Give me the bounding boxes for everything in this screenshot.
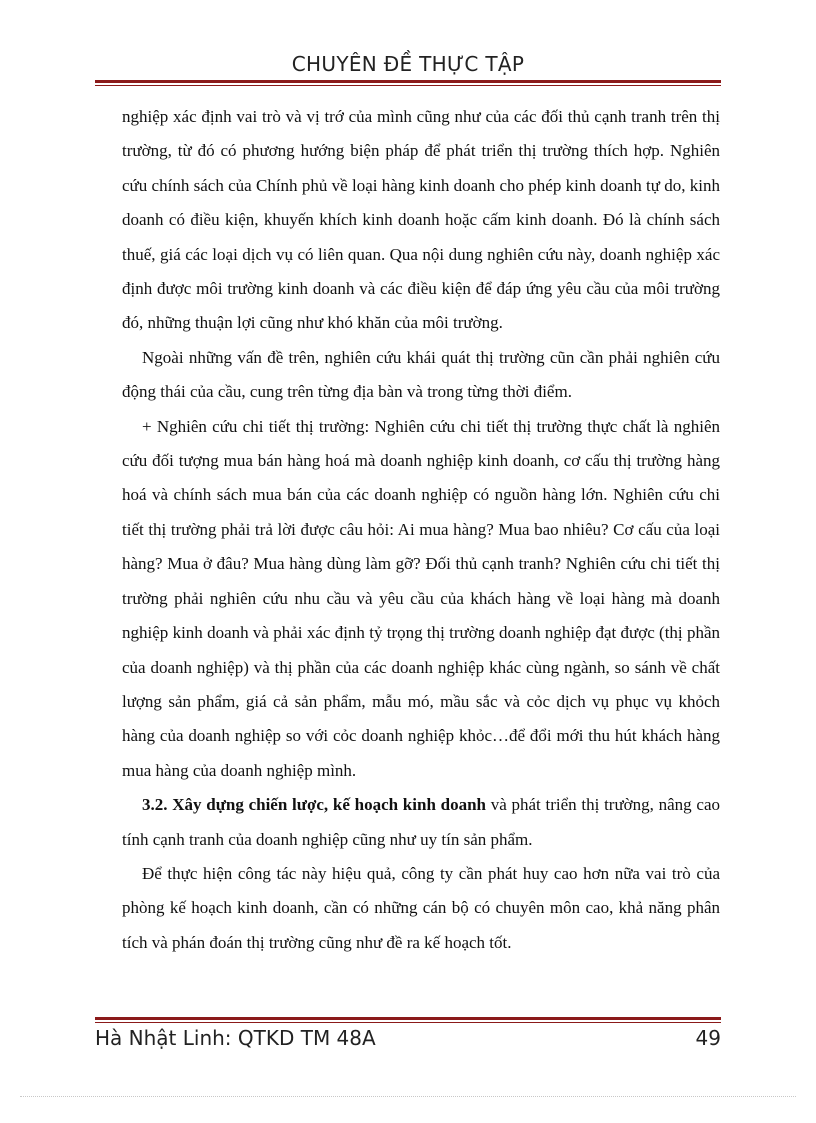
footer-rule-thin [95,1022,721,1023]
paragraph-section-3-2 [122,788,720,857]
header-rule-thick [95,80,721,83]
paragraph-planning-department: Để thực hiện công tác này hiệu quả, công ty cần phát huy cao hơn nữa vai trò của phòng kế hoạch kinh doanh, cần có những cán bộ có chuyên môn cao, khả năng phân tích và phán đoán thị trường cũng như đề ra kế hoạch tốt. [122,863,720,952]
header-rule-thin [95,85,721,86]
paragraph-detailed-research: + Nghiên cứu chi tiết thị trường: Nghiên cứu chi tiết thị trường thực chất là nghiên cứu đối tượng mua bán hàng hoá mà doanh nghiệp kinh doanh, cơ cấu thị trường hàng hoá và chính sách mua bán của các doanh nghiệp có nguồn hàng lớn. Nghiên cứu chi tiết thị trường phải trả lời được câu hỏi: Ai mua hàng? Mua bao nhiêu? Cơ cấu của loại hàng? Mua ở đâu? Mua hàng dùng làm gỡ? Đối thủ cạnh tranh? Nghiên cứu chi tiết thị trường phải nghiên cứu nhu cầu và yêu cầu của khách hàng về loại hàng mà doanh nghiệp kinh doanh và phải xác định tỷ trọng thị trường doanh nghiệp đạt được (thị phần của doanh nghiệp) và thị phần của các doanh nghiệp khác cùng ngành, so sánh về chất lượng sản phẩm, giá cả sản phẩm, mẫu mó, mầu sắc và cỏc dịch vụ phục vụ khỏch hàng của doanh nghiệp so với cỏc doanh nghiệp khỏc…để đổi mới thu hút khách hàng mua hàng của doanh nghiệp mình. [122,416,720,780]
page-header-title: CHUYÊN ĐỀ THỰC TẬP [291,52,525,76]
footer-rule-thick [95,1017,721,1020]
paragraph-market-dynamics: Ngoài những vấn đề trên, nghiên cứu khái quát thị trường cũn cần phải nghiên cứu động thái của cầu, cung trên từng địa bàn và trong từng thời điểm. [122,347,720,402]
page-edge-divider [20,1096,796,1097]
footer-author: Hà Nhật Linh: QTKD TM 48A [95,1026,376,1050]
body-text [122,100,720,960]
section-3-2-text: và phát triển thị trường, nâng cao tính cạnh tranh của doanh nghiệp cũng như uy tín sản phẩm. [122,795,720,849]
page-number: 49 [695,1026,721,1050]
paragraph-continuation: nghiệp xác định vai trò và vị trớ của mình cũng như của các đối thủ cạnh tranh trên thị trường, từ đó có phương hướng biện pháp để phát triển thị trường thích hợp. Nghiên cứu chính sách của Chính phủ về loại hàng kinh doanh cho phép kinh doanh tự do, kinh doanh có điều kiện, khuyến khích kinh doanh hoặc cấm kinh doanh. Đó là chính sách thuế, giá các loại dịch vụ có liên quan. Qua nội dung nghiên cứu này, doanh nghiệp xác định được môi trường kinh doanh và các điều kiện để đáp ứng yêu cầu của môi trường đó, những thuận lợi cũng như khó khăn của môi trường. [122,107,720,333]
section-heading-3-2: 3.2. Xây dựng chiến lược, kế hoạch kinh doanh [142,795,486,815]
